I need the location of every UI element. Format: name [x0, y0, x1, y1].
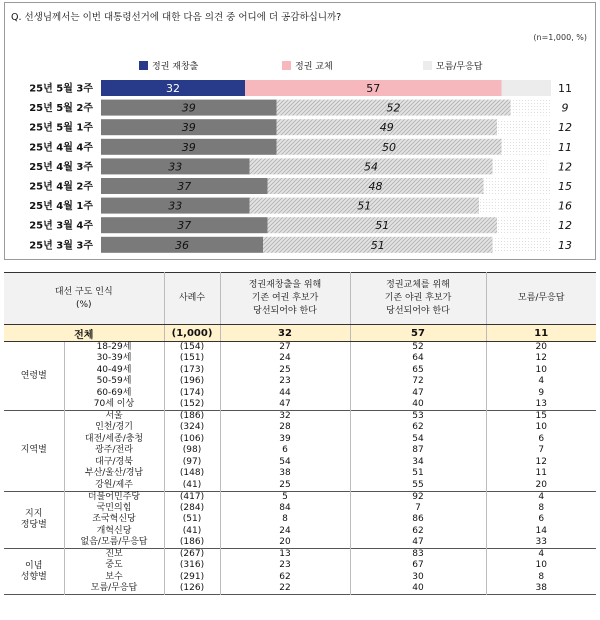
row-n: (417) — [164, 491, 220, 503]
legend-swatch-change — [282, 61, 291, 70]
row-incumbent: 54 — [220, 457, 350, 469]
row-change: 51 — [350, 468, 486, 480]
row-change: 30 — [350, 572, 486, 584]
data-label-change: 48 — [368, 180, 383, 193]
data-label-change: 51 — [375, 219, 390, 233]
table-row — [4, 526, 596, 538]
category-label: 25년 5월 1주 — [29, 122, 93, 134]
row-n: (174) — [164, 388, 220, 400]
row-incumbent: 25 — [220, 365, 350, 377]
row-label: 70세 이상 — [64, 399, 164, 411]
row-change: 62 — [350, 422, 486, 434]
row-incumbent: 6 — [220, 445, 350, 457]
bar-segment-unsure — [511, 100, 552, 116]
category-label: 25년 5월 2주 — [29, 103, 93, 115]
header-perception: 대선 구도 인식 (%) — [4, 273, 164, 325]
data-label-unsure: 12 — [558, 121, 572, 135]
row-n: (151) — [164, 353, 220, 365]
row-label: 개혁신당 — [64, 526, 164, 538]
data-label-change: 54 — [364, 160, 378, 174]
bar-segment-unsure — [502, 139, 552, 155]
row-label: 없음/모름/무응답 — [64, 537, 164, 549]
bar-segment-unsure — [497, 217, 551, 233]
row-n: (154) — [164, 342, 220, 354]
row-change: 92 — [350, 491, 486, 503]
row-incumbent: 62 — [220, 572, 350, 584]
row-incumbent: 24 — [220, 353, 350, 365]
category-label: 25년 4월 3주 — [29, 161, 93, 173]
row-n: (41) — [164, 480, 220, 492]
row-incumbent: 8 — [220, 514, 350, 526]
row-n: (98) — [164, 445, 220, 457]
row-n: (291) — [164, 572, 220, 584]
data-label-change: 52 — [386, 101, 401, 115]
table-row — [4, 503, 596, 515]
bar-segment-unsure — [493, 158, 547, 174]
row-incumbent: 20 — [220, 537, 350, 549]
table-row — [4, 480, 596, 492]
row-unsure: 4 — [538, 491, 545, 502]
row-change: 52 — [350, 342, 486, 354]
row-unsure: 14 — [535, 525, 547, 536]
category-label: 25년 5월 3주 — [29, 83, 93, 95]
table-row — [4, 422, 596, 434]
row-change: 55 — [350, 480, 486, 492]
row-unsure: 8 — [538, 571, 545, 582]
bar-segment-unsure — [502, 80, 552, 96]
row-n: (97) — [164, 457, 220, 469]
group-age — [4, 342, 596, 411]
total-row — [4, 325, 596, 342]
row-change: 83 — [350, 549, 486, 561]
data-label-change: 51 — [357, 199, 372, 213]
row-label: 보수 — [64, 572, 164, 584]
row-n: (152) — [164, 399, 220, 411]
table-row — [4, 365, 596, 377]
row-label: 50-59세 — [64, 376, 164, 388]
row-change: 64 — [350, 353, 486, 365]
row-change: 40 — [350, 399, 486, 411]
row-label: 대전/세종/충청 — [64, 434, 164, 446]
row-n: (148) — [164, 468, 220, 480]
data-label-incumbent: 39 — [181, 121, 196, 135]
group-ideology — [4, 549, 596, 595]
row-n: (51) — [164, 514, 220, 526]
data-label-unsure: 12 — [558, 160, 572, 174]
table-row — [4, 411, 596, 423]
data-label-unsure: 9 — [561, 101, 569, 115]
row-change: 67 — [350, 560, 486, 572]
table-row — [4, 583, 596, 595]
row-label: 국민의힘 — [64, 503, 164, 515]
row-change: 65 — [350, 365, 486, 377]
row-incumbent: 23 — [220, 560, 350, 572]
data-label-unsure: 15 — [558, 180, 572, 193]
row-label: 더불어민주당 — [64, 491, 164, 503]
row-change: 34 — [350, 457, 486, 469]
row-incumbent: 5 — [220, 491, 350, 503]
stacked-bar-chart — [5, 3, 597, 261]
row-label: 30-39세 — [64, 353, 164, 365]
row-unsure: 11 — [535, 468, 547, 479]
table-row — [4, 399, 596, 411]
row-label: 60-69세 — [64, 388, 164, 400]
table-row — [4, 376, 596, 388]
row-label: 중도 — [64, 560, 164, 572]
data-label-unsure: 12 — [558, 219, 572, 233]
row-change: 47 — [350, 537, 486, 549]
group-region — [4, 411, 596, 492]
row-label: 부산/울산/경남 — [64, 468, 164, 480]
bar-segment-unsure — [479, 198, 551, 214]
row-label: 40-49세 — [64, 365, 164, 377]
row-incumbent: 32 — [220, 411, 350, 423]
row-unsure: 20 — [535, 479, 547, 490]
crosstab-table-wrap — [4, 272, 596, 595]
row-unsure: 4 — [538, 549, 545, 559]
row-change: 7 — [350, 503, 486, 515]
data-label-change: 57 — [366, 82, 381, 95]
row-label: 대구/경북 — [64, 457, 164, 469]
bar-segment-unsure — [493, 237, 552, 253]
legend-swatch-unsure — [423, 61, 432, 70]
row-change: 86 — [350, 514, 486, 526]
row-unsure: 6 — [538, 433, 545, 444]
row-change: 87 — [350, 445, 486, 457]
row-unsure: 13 — [535, 399, 547, 409]
header-cases: 사례수 — [164, 273, 220, 325]
row-change: 72 — [350, 376, 486, 388]
row-change: 40 — [350, 583, 486, 595]
row-n: (126) — [164, 583, 220, 595]
sample-size-note: (n=1,000, %) — [533, 33, 587, 42]
total-unsure: 11 — [486, 325, 596, 342]
table-row — [4, 434, 596, 446]
row-incumbent: 27 — [220, 342, 350, 354]
group-label: 지역별 — [4, 411, 64, 492]
data-label-unsure: 11 — [558, 82, 572, 95]
row-unsure: 10 — [535, 364, 547, 375]
table-row — [4, 342, 596, 354]
row-label: 조국혁신당 — [64, 514, 164, 526]
row-incumbent: 22 — [220, 583, 350, 595]
row-label: 강원/제주 — [64, 480, 164, 492]
row-n: (41) — [164, 526, 220, 538]
row-unsure: 4 — [538, 376, 545, 387]
legend-label-change: 정권 교체 — [295, 62, 333, 72]
table-row — [4, 457, 596, 469]
row-label: 서울 — [64, 411, 164, 423]
data-label-change: 51 — [370, 238, 385, 252]
crosstab-table — [4, 272, 596, 595]
table-row — [4, 560, 596, 572]
group-label: 지지 정당별 — [4, 491, 64, 549]
row-change: 53 — [350, 411, 486, 423]
data-label-incumbent: 37 — [177, 219, 192, 233]
bar-segment-unsure — [497, 119, 551, 135]
chart-legend — [139, 60, 483, 72]
data-label-incumbent: 33 — [168, 199, 183, 213]
data-label-incumbent: 39 — [181, 101, 196, 115]
total-change: 57 — [350, 325, 486, 342]
row-change: 62 — [350, 526, 486, 538]
category-label: 25년 4월 2주 — [29, 181, 93, 193]
row-incumbent: 13 — [220, 549, 350, 561]
row-n: (186) — [164, 537, 220, 549]
header-unsure: 모름/무응답 — [486, 273, 596, 325]
header-change: 정권교체를 위해 기존 야권 후보가 당선되어야 한다 — [350, 273, 486, 325]
row-unsure: 7 — [538, 445, 545, 456]
group-party — [4, 491, 596, 549]
table-row — [4, 572, 596, 584]
table-row — [4, 549, 596, 561]
total-n: (1,000) — [164, 325, 220, 342]
row-n: (324) — [164, 422, 220, 434]
row-unsure: 8 — [538, 502, 545, 513]
row-unsure: 12 — [535, 456, 547, 467]
legend-label-incumbent: 정권 재창출 — [152, 62, 199, 72]
row-unsure: 15 — [535, 411, 547, 421]
data-label-unsure: 16 — [558, 199, 572, 213]
row-change: 47 — [350, 388, 486, 400]
data-label-incumbent: 36 — [175, 238, 189, 252]
category-label: 25년 4월 1주 — [29, 201, 93, 213]
row-incumbent: 38 — [220, 468, 350, 480]
row-n: (267) — [164, 549, 220, 561]
data-label-incumbent: 37 — [177, 180, 192, 193]
data-label-unsure: 11 — [558, 140, 572, 154]
row-unsure: 9 — [538, 387, 545, 398]
data-label-incumbent: 32 — [166, 82, 180, 95]
row-n: (186) — [164, 411, 220, 423]
data-label-incumbent: 39 — [181, 140, 196, 154]
row-unsure: 10 — [535, 560, 547, 571]
row-unsure: 38 — [535, 583, 547, 593]
total-label: 전체 — [4, 325, 164, 342]
row-unsure: 12 — [535, 353, 547, 364]
data-label-change: 50 — [382, 140, 396, 154]
row-change: 54 — [350, 434, 486, 446]
total-incumbent: 32 — [220, 325, 350, 342]
table-row — [4, 537, 596, 549]
row-label: 광주/전라 — [64, 445, 164, 457]
data-label-incumbent: 33 — [168, 160, 183, 174]
chart-panel — [4, 2, 596, 260]
row-incumbent: 25 — [220, 480, 350, 492]
legend-swatch-incumbent — [139, 61, 148, 70]
row-n: (316) — [164, 560, 220, 572]
bar-segment-unsure — [484, 178, 552, 194]
row-label: 인천/경기 — [64, 422, 164, 434]
table-row — [4, 388, 596, 400]
row-unsure: 6 — [538, 514, 545, 525]
row-incumbent: 28 — [220, 422, 350, 434]
row-incumbent: 23 — [220, 376, 350, 388]
row-n: (106) — [164, 434, 220, 446]
group-label: 연령별 — [4, 342, 64, 411]
row-label: 진보 — [64, 549, 164, 561]
table-row — [4, 468, 596, 480]
row-unsure: 10 — [535, 422, 547, 433]
row-n: (284) — [164, 503, 220, 515]
chart-bars — [29, 80, 572, 253]
table-row — [4, 491, 596, 503]
data-label-unsure: 13 — [558, 238, 572, 252]
table-row — [4, 514, 596, 526]
category-label: 25년 3월 3주 — [29, 240, 93, 252]
table-row — [4, 353, 596, 365]
legend-label-unsure: 모름/무응답 — [436, 62, 483, 72]
row-label: 18-29세 — [64, 342, 164, 354]
row-unsure: 33 — [535, 537, 547, 547]
header-incumbent: 정권재창출을 위해 기존 여권 후보가 당선되어야 한다 — [220, 273, 350, 325]
row-unsure: 20 — [535, 342, 547, 352]
row-label: 모름/무응답 — [64, 583, 164, 595]
category-label: 25년 3월 4주 — [29, 220, 93, 232]
row-incumbent: 39 — [220, 434, 350, 446]
row-incumbent: 44 — [220, 388, 350, 400]
group-label: 이념 성향별 — [4, 549, 64, 595]
row-incumbent: 47 — [220, 399, 350, 411]
data-label-change: 49 — [379, 121, 394, 135]
survey-question: Q. 선생님께서는 이번 대통령선거에 대한 다음 의견 중 어디에 더 공감하십니까? — [11, 12, 342, 23]
table-row — [4, 445, 596, 457]
row-incumbent: 24 — [220, 526, 350, 538]
row-n: (196) — [164, 376, 220, 388]
row-n: (173) — [164, 365, 220, 377]
row-incumbent: 84 — [220, 503, 350, 515]
category-label: 25년 4월 4주 — [29, 142, 93, 154]
